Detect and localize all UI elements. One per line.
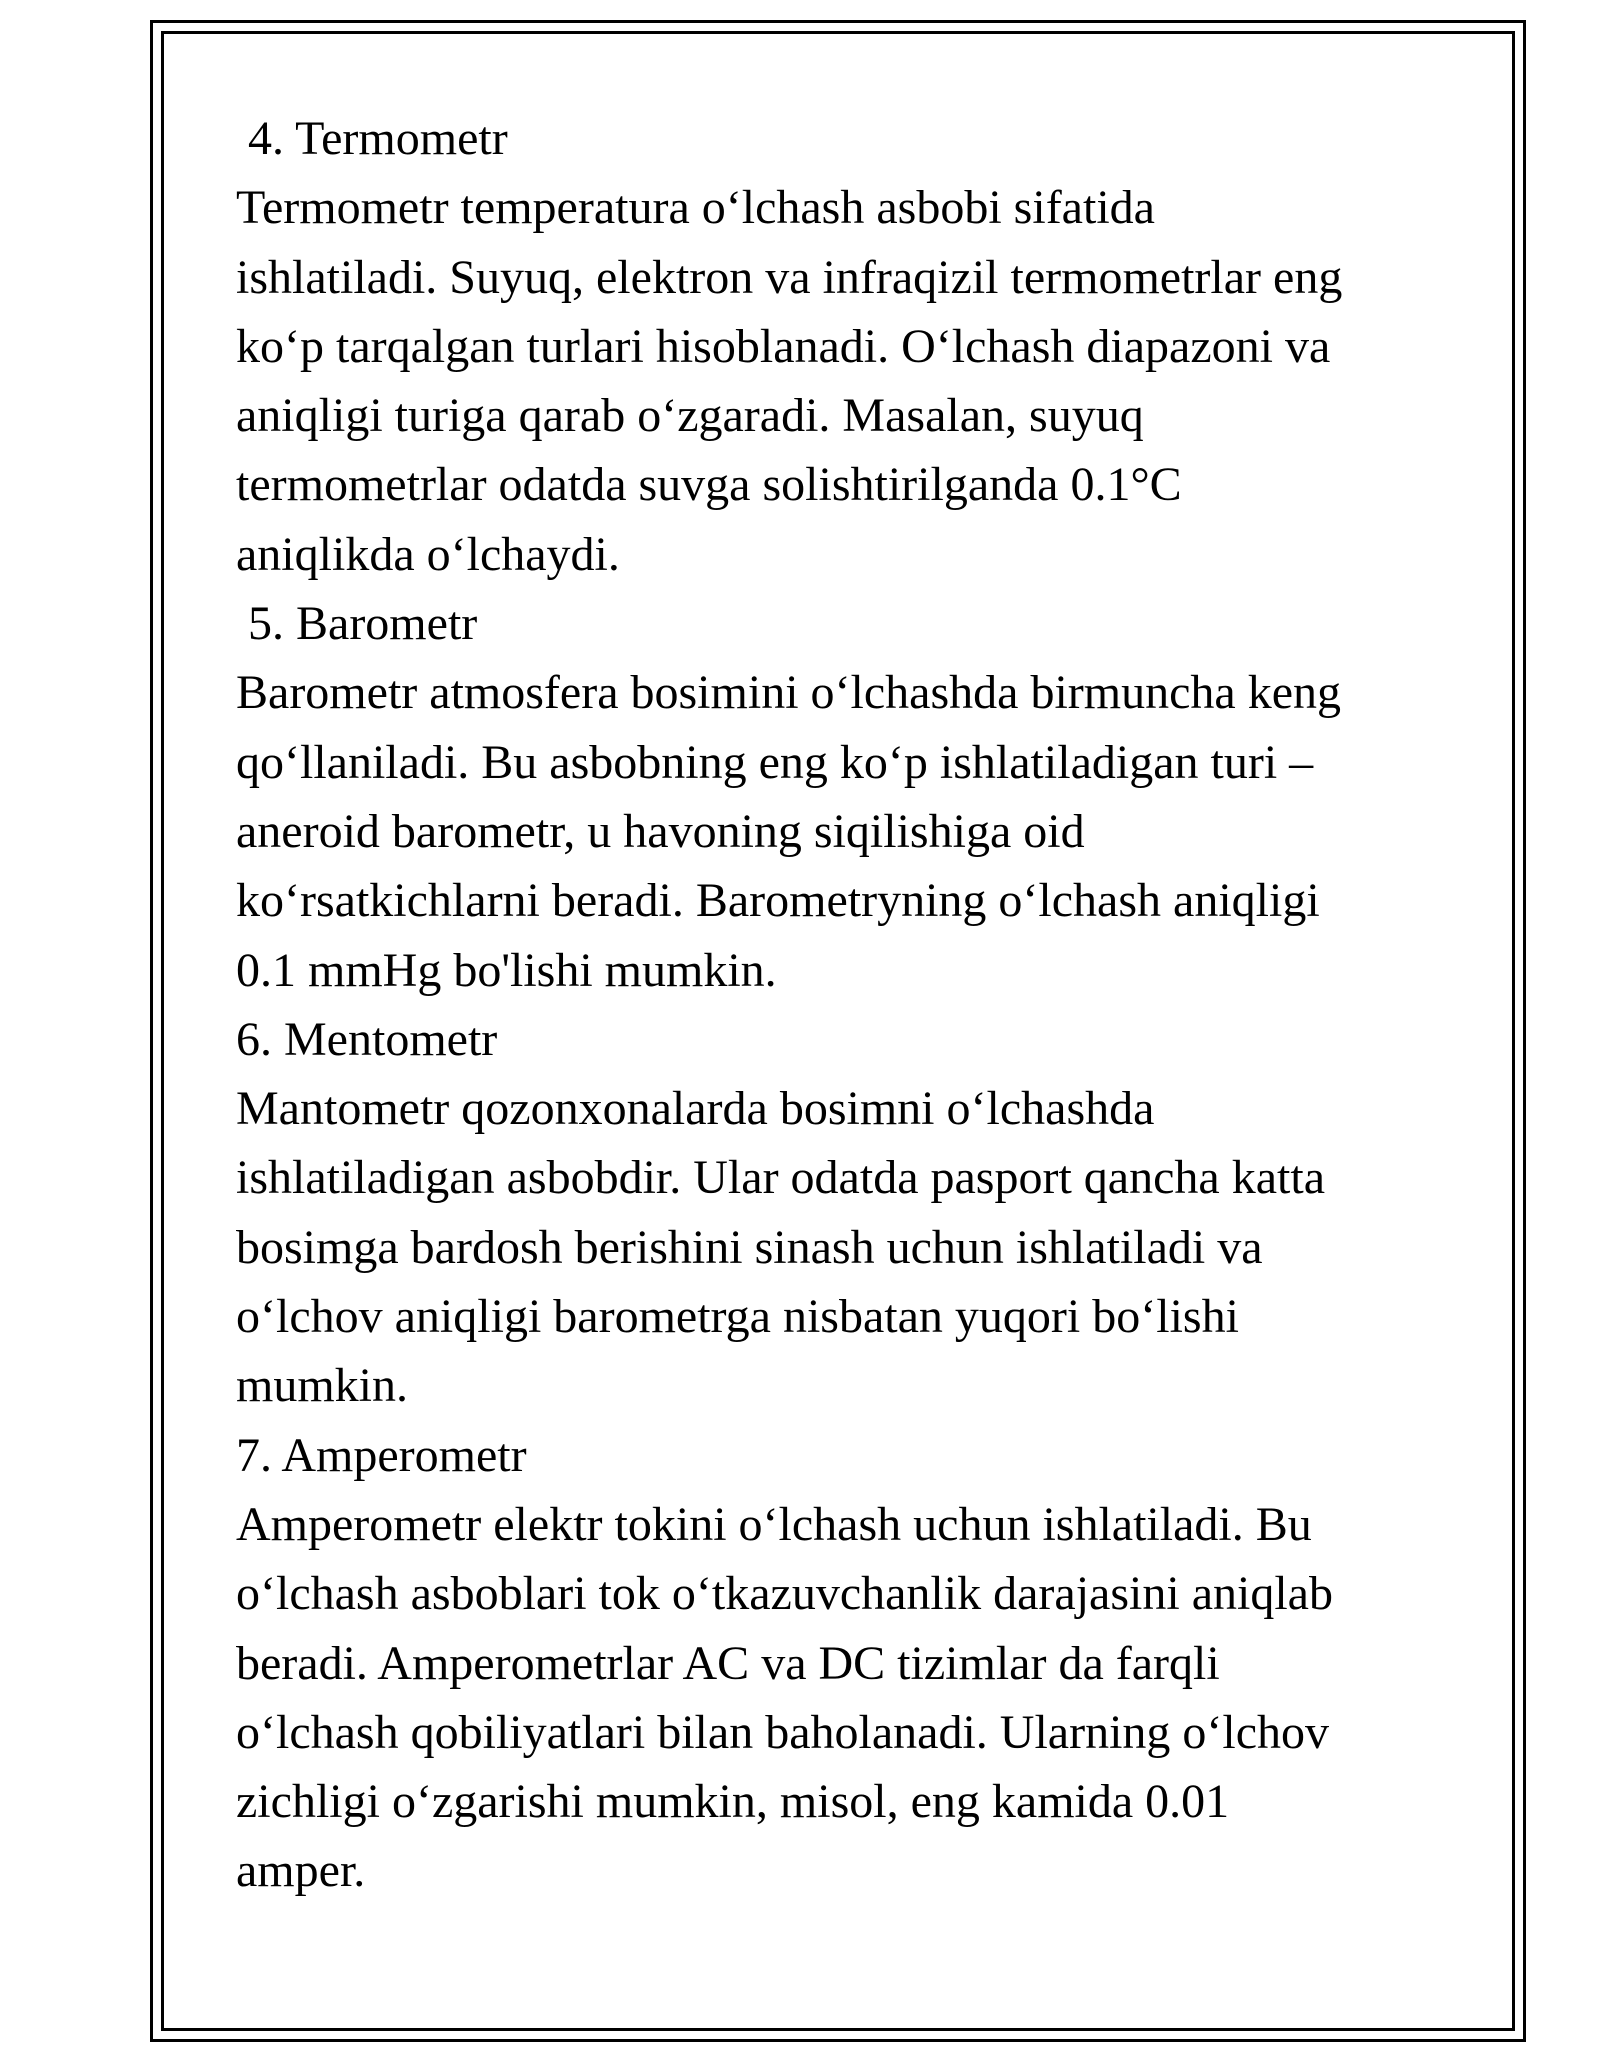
section-heading: 6. Mentometr [236, 1012, 498, 1066]
section-heading: 4. Termometr [236, 112, 508, 165]
text-line: beradi. Amperometrlar AC va DC tizimlar da farqli [236, 1636, 1220, 1690]
document-body [236, 104, 1466, 1906]
text-line: Barometr atmosfera bosimini o‘lchashda birmuncha keng [236, 666, 1342, 720]
text-line: aniqlikda o‘lchaydi. [236, 527, 620, 581]
text-line: Mantometr qozonxonalarda bosimni o‘lchashda [236, 1082, 1155, 1136]
text-line: o‘lchash asboblari tok o‘tkazuvchanlik darajasini aniqlab [236, 1567, 1333, 1621]
text-line: mumkin. [236, 1359, 409, 1413]
text-line: qo‘llaniladi. Bu asbobning eng ko‘p ishlatiladigan turi – [236, 735, 1314, 789]
text-line: amper. [236, 1844, 366, 1898]
text-line: o‘lchov aniqligi barometrga nisbatan yuqori bo‘lishi [236, 1290, 1239, 1344]
text-line: aneroid barometr, u havoning siqilishiga oid [236, 804, 1085, 858]
text-line: aniqligi turiga qarab o‘zgaradi. Masalan, suyuq [236, 389, 1144, 443]
text-line: zichligi o‘zgarishi mumkin, misol, eng kamida 0.01 [236, 1775, 1230, 1829]
text-line: ko‘rsatkichlarni beradi. Barometryning o‘lchash aniqligi [236, 874, 1320, 928]
section-mentometr [236, 1005, 1466, 1421]
section-barometr [236, 589, 1466, 1005]
section-termometr [236, 104, 1466, 589]
text-line: Termometr temperatura o‘lchash asbobi sifatida [236, 181, 1155, 235]
text-line: ishlatiladi. Suyuq, elektron va infraqizil termometrlar eng [236, 250, 1343, 304]
section-heading: 5. Barometr [236, 597, 478, 651]
section-heading: 7. Amperometr [236, 1428, 527, 1482]
text-line: bosimga bardosh berishini sinash uchun ishlatiladi va [236, 1220, 1263, 1274]
text-line: ishlatiladigan asbobdir. Ular odatda pasport qancha katta [236, 1151, 1325, 1205]
text-line: 0.1 mmHg bo'lishi mumkin. [236, 943, 777, 997]
text-line: ko‘p tarqalgan turlari hisoblanadi. O‘lchash diapazoni va [236, 319, 1331, 373]
text-line: termometrlar odatda suvga solishtirilganda 0.1°C [236, 458, 1182, 512]
text-line: Amperometr elektr tokini o‘lchash uchun ishlatiladi. Bu [236, 1497, 1312, 1551]
text-line: o‘lchash qobiliyatlari bilan baholanadi. Ularning o‘lchov [236, 1705, 1330, 1759]
section-amperometr [236, 1421, 1466, 1906]
